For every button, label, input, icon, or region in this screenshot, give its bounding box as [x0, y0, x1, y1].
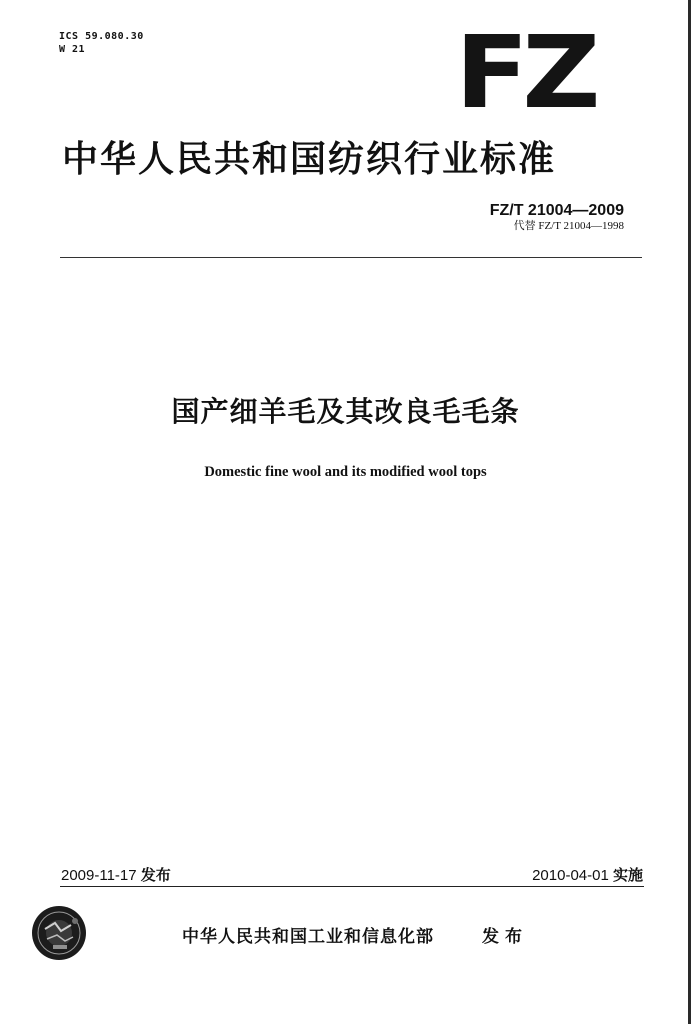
effective-date-label: 实施 — [612, 866, 643, 884]
classification-codes — [59, 30, 144, 56]
issue-date — [61, 864, 171, 887]
ics-code: ICS 59.080.30 — [59, 31, 144, 42]
effective-date — [532, 864, 643, 887]
publisher: 中华人民共和国工业和信息化部 — [182, 927, 434, 947]
issue-date-value: 2009-11-17 — [61, 867, 137, 884]
document-title-english: Domestic fine wool and its modified wool tops — [204, 464, 487, 480]
replaces-standard: 代替 FZ/T 21004—1998 — [513, 220, 624, 232]
publish-label: 发布 — [482, 927, 528, 947]
fz-logo: FZ — [455, 14, 595, 131]
issuer-title: 中华人民共和国纺织行业标准 — [62, 139, 557, 180]
seal-icon — [31, 905, 87, 961]
header-divider — [60, 257, 642, 258]
effective-date-value: 2010-04-01 — [532, 867, 609, 884]
document-title-chinese: 国产细羊毛及其改良毛毛条 — [171, 395, 520, 428]
standard-number: FZ/T 21004—2009 — [489, 202, 624, 219]
footer-divider — [60, 886, 644, 887]
issue-date-label: 发布 — [140, 866, 171, 884]
ccs-code: W 21 — [59, 44, 86, 55]
